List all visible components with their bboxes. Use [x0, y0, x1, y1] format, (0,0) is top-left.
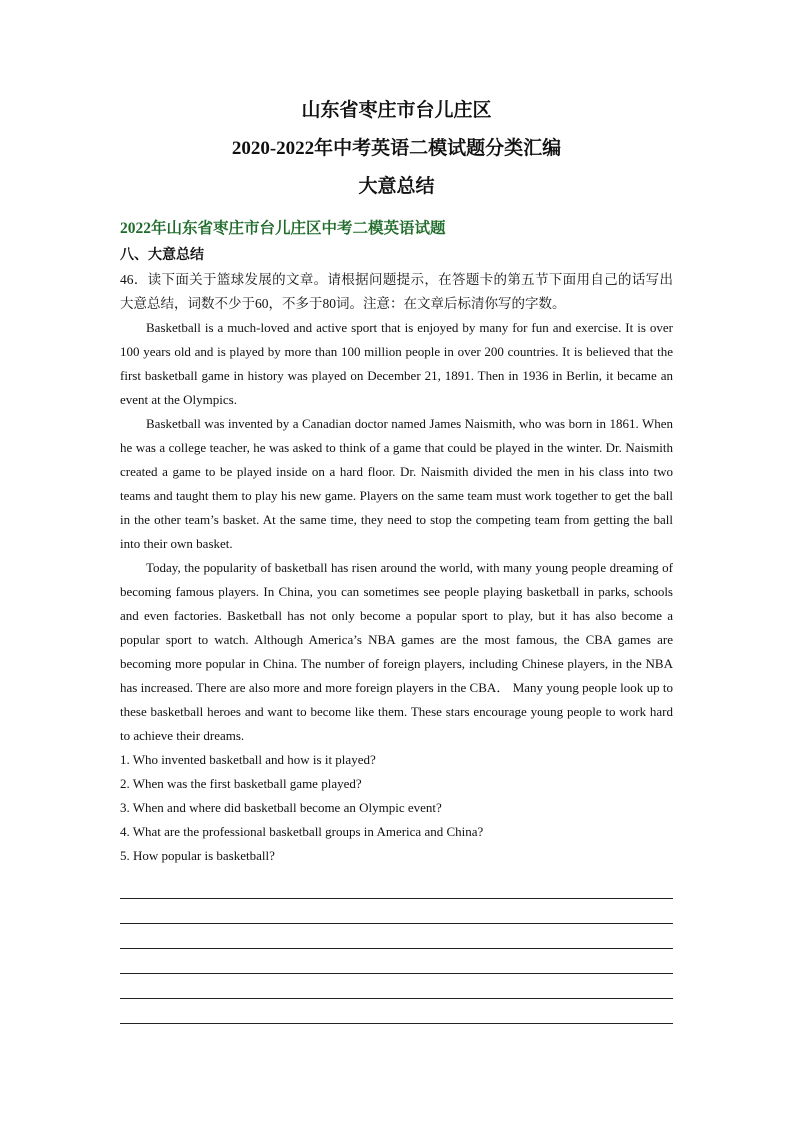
- section-title: 2022年山东省枣庄市台儿庄区中考二模英语试题: [120, 220, 446, 237]
- title-line-1: 山东省枣庄市台儿庄区: [301, 100, 492, 121]
- answer-line[interactable]: [120, 949, 673, 974]
- passage-paragraph-1: Basketball is a much-loved and active sport that is enjoyed by many for fun and exercise. It is over 100 years old and is played by more than 100 million people in over 200 countries. It is believed that the first basketball game in history was played on December 21, 1891. Then in 1936 in Berlin, it became an event at the Olympics.: [120, 320, 673, 407]
- question-instruction: 46．读下面关于篮球发展的文章。请根据问题提示，在答题卡的第五节下面用自己的话写出大意总结，词数不少于60，不多于80词。注意：在文章后标清你写的字数。: [120, 272, 673, 311]
- passage: [120, 316, 673, 748]
- answer-line[interactable]: [120, 874, 673, 899]
- prompt-list: [120, 748, 673, 868]
- passage-paragraph-3: Today, the popularity of basketball has risen around the world, with many young people dreaming of becoming famous players. In China, you can sometimes see people playing basketball in parks, schools and even factories. Basketball has not only become a popular sport to play, but it has also become a popular sport to watch. Although America’s NBA games are the most famous, the CBA games are becoming more popular in China. The number of foreign players, including Chinese players, in the NBA has increased. There are also more and more foreign players in the CBA． Many young people look up to these basketball heroes and want to become like them. These stars encourage young people to work hard to achieve their dreams.: [120, 560, 673, 743]
- title-line-2: 2020-2022年中考英语二模试题分类汇编: [231, 138, 562, 159]
- title-line-3: 大意总结: [358, 176, 435, 197]
- answer-line[interactable]: [120, 924, 673, 949]
- passage-paragraph-2: Basketball was invented by a Canadian doctor named James Naismith, who was born in 1861. When he was a college teacher, he was asked to think of a game that could be played in the winter. Dr. Naismith created a game to be played inside on a hard floor. Dr. Naismith divided the men in his class into two teams and taught them to play his new game. Players on the same team must work together to get the ball in the other team’s basket. At the same time, they need to stop the competing team from getting the ball into their own basket.: [120, 416, 673, 551]
- document-page: [120, 92, 673, 1024]
- answer-line[interactable]: [120, 974, 673, 999]
- prompt-item: 2. When was the first basketball game played?: [120, 776, 362, 791]
- prompt-item: 1. Who invented basketball and how is it played?: [120, 752, 376, 767]
- answer-line[interactable]: [120, 999, 673, 1024]
- answer-line[interactable]: [120, 899, 673, 924]
- prompt-item: 5. How popular is basketball?: [120, 848, 275, 863]
- answer-area[interactable]: [120, 874, 673, 1024]
- prompt-item: 4. What are the professional basketball groups in America and China?: [120, 824, 484, 839]
- prompt-item: 3. When and where did basketball become an Olympic event?: [120, 800, 442, 815]
- part-title: 八、大意总结: [120, 248, 204, 263]
